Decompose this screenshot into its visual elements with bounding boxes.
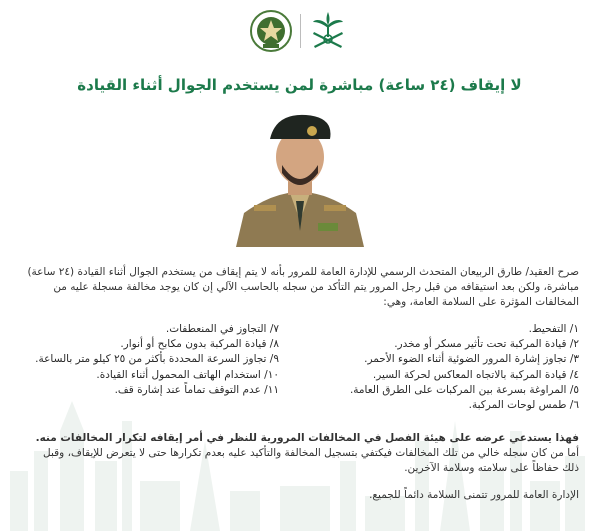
page-title: لا إيقاف (٢٤ ساعة) مباشرة لمن يستخدم الجوال أثناء القيادة xyxy=(77,76,522,94)
intro-line: صرح العقيد/ طارق الربيعان المتحدث الرسمي للإدارة العامة للمرور بأنه لا يتم إيقاف من يستخدم الجوال أثناء القيادة (٢٤ ساعة) xyxy=(27,266,579,278)
intro-paragraph xyxy=(17,265,579,310)
closing-paragraph xyxy=(17,431,579,476)
list-item: ٥/ المراوغة بسرعة بين المركبات على الطرق العامة. xyxy=(349,383,579,396)
list-item: ١٠/ استخدام الهاتف المحمول أثناء القيادة. xyxy=(96,368,279,381)
traffic-police-badge-icon xyxy=(248,8,294,54)
closing-bold-line: فهذا يستدعي عرضه على هيئة الفصل في المخالفات المرورية للنظر في أمر إيقافه لتكرار المخالفات منه. xyxy=(35,432,579,444)
intro-line: مباشرة، ولكن بعد استيقافه من قبل رجل المرور يتم التأكد من سجله بالحاسب الآلي إن كان يوجد مخالفة مسجلة عليه من xyxy=(53,281,579,293)
list-item: ٤/ قيادة المركبة بالاتجاه المعاكس لحركة السير. xyxy=(372,368,579,381)
list-item: ٨/ قيادة المركبة بدون مكابح أو أنوار. xyxy=(120,338,279,351)
list-item: ٩/ تجاوز السرعة المحددة بأكثر من ٢٥ كيلو متر بالساعة. xyxy=(35,353,279,366)
violations-list-right xyxy=(279,322,579,413)
list-item: ١١/ عدم التوقف تماماً عند إشارة قف. xyxy=(114,383,279,396)
list-item: ١/ التفحيط. xyxy=(528,323,579,335)
list-item: ٢/ قيادة المركبة تحت تأثير مسكر أو مخدر. xyxy=(394,338,579,351)
list-item: ٧/ التجاوز في المنعطفات. xyxy=(165,323,279,335)
spokesperson-photo xyxy=(226,101,374,247)
logo-divider xyxy=(300,14,301,48)
closing-line: أما من كان سجله خالي من تلك المخالفات فيكتفي بتسجيل المخالفة والتأكيد عليه بعدم تكرارها حتى لا يتعرض للإيقاف، وقبل xyxy=(43,447,579,459)
list-item: ٦/ طمس لوحات المركبة. xyxy=(468,399,579,412)
saudi-emblem-icon xyxy=(305,8,351,54)
closing-line: ذلك حفاظاً على سلامته وسلامة الآخرين. xyxy=(404,462,579,474)
intro-line: المخالفات المؤثرة على السلامة العامة، وهي: xyxy=(383,296,579,308)
signoff-text: الإدارة العامة للمرور تتمنى السلامة دائماً للجميع. xyxy=(369,489,579,501)
list-item: ٣/ تجاوز إشارة المرور الضوئية أثناء الضوء الأحمر. xyxy=(364,353,579,366)
header-logos xyxy=(0,8,599,54)
violations-list-left xyxy=(19,322,279,398)
